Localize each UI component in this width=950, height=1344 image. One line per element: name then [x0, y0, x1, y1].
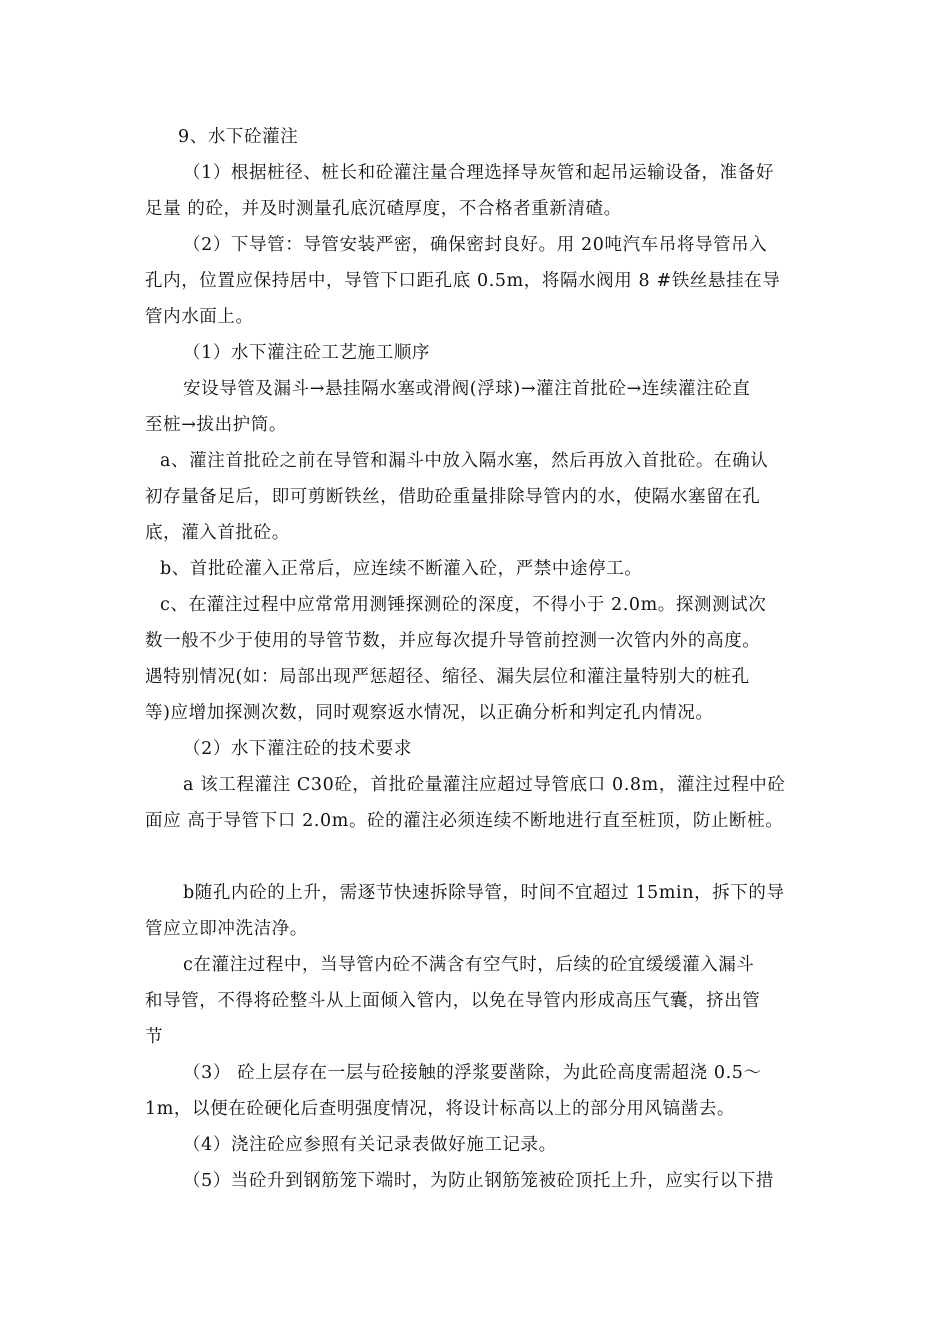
subsection-heading: （1）水下灌注砼工艺施工顺序 — [183, 343, 431, 363]
paragraph-line: 节 — [145, 1027, 164, 1047]
paragraph-line: 初存量备足后，即可剪断铁丝，借助砼重量排除导管内的水，使隔水塞留在孔 — [145, 487, 761, 507]
paragraph-line: （2）下导管：导管安装严密，确保密封良好。用 20吨汽车吊将导管吊入 — [183, 235, 768, 255]
paragraph-line: 孔内，位置应保持居中，导管下口距孔底 0.5m，将隔水阀用 8 #铁丝悬挂在导 — [145, 271, 781, 291]
paragraph-line: c、在灌注过程中应常常用测锤探测砼的深度，不得小于 2.0m。探测测试次 — [160, 595, 767, 615]
paragraph-line: 足量 的砼，并及时测量孔底沉碴厚度，不合格者重新清碴。 — [145, 199, 622, 219]
paragraph-line: 数一般不少于使用的导管节数，并应每次提升导管前控测一次管内外的高度。 — [145, 631, 761, 651]
paragraph-line: 安设导管及漏斗→悬挂隔水塞或滑阀(浮球)→灌注首批砼→连续灌注砼直 — [183, 379, 751, 399]
paragraph-line: （3） 砼上层存在一层与砼接触的浮浆要凿除，为此砼高度需超浇 0.5～ — [183, 1063, 762, 1083]
paragraph-line: a、灌注首批砼之前在导管和漏斗中放入隔水塞，然后再放入首批砼。在确认 — [160, 451, 769, 471]
paragraph-line: 管应立即冲洗洁净。 — [145, 919, 308, 939]
subsection-heading: （2）水下灌注砼的技术要求 — [183, 739, 412, 759]
paragraph-line: 底，灌入首批砼。 — [145, 523, 290, 543]
paragraph-line: 遇特别情况(如：局部出现严惩超径、缩径、漏失层位和灌注量特别大的桩孔 — [145, 667, 750, 687]
paragraph-line: 1m，以便在砼硬化后查明强度情况，将设计标高以上的部分用风镐凿去。 — [145, 1099, 736, 1119]
paragraph-line: 至桩→拔出护筒。 — [145, 415, 287, 435]
paragraph-line: （1）根据桩径、桩长和砼灌注量合理选择导灰管和起吊运输设备，准备好 — [183, 163, 774, 183]
paragraph-line: 面应 高于导管下口 2.0m。砼的灌注必须连续不断地进行直至桩顶，防止断桩。 — [145, 811, 784, 831]
paragraph-line: c在灌注过程中，当导管内砼不满含有空气时，后续的砼宜缓缓灌入漏斗 — [183, 955, 755, 975]
section-heading: 9、水下砼灌注 — [178, 127, 299, 147]
paragraph-line: 和导管，不得将砼整斗从上面倾入管内，以免在导管内形成高压气囊，挤出管 — [145, 991, 761, 1011]
paragraph-line: （5）当砼升到钢筋笼下端时，为防止钢筋笼被砼顶托上升，应实行以下措 — [183, 1171, 774, 1191]
paragraph-line: 等)应增加探测次数，同时观察返水情况，以正确分析和判定孔内情况。 — [145, 703, 714, 723]
paragraph-line: b、首批砼灌入正常后，应连续不断灌入砼，严禁中途停工。 — [160, 559, 643, 579]
paragraph-line: b随孔内砼的上升，需逐节快速拆除导管，时间不宜超过 15min，拆下的导 — [183, 883, 785, 903]
paragraph-line: a 该工程灌注 C30砼，首批砼量灌注应超过导管底口 0.8m，灌注过程中砼 — [183, 775, 786, 795]
paragraph-line: 管内水面上。 — [145, 307, 254, 327]
paragraph-line: （4）浇注砼应参照有关记录表做好施工记录。 — [183, 1135, 557, 1155]
